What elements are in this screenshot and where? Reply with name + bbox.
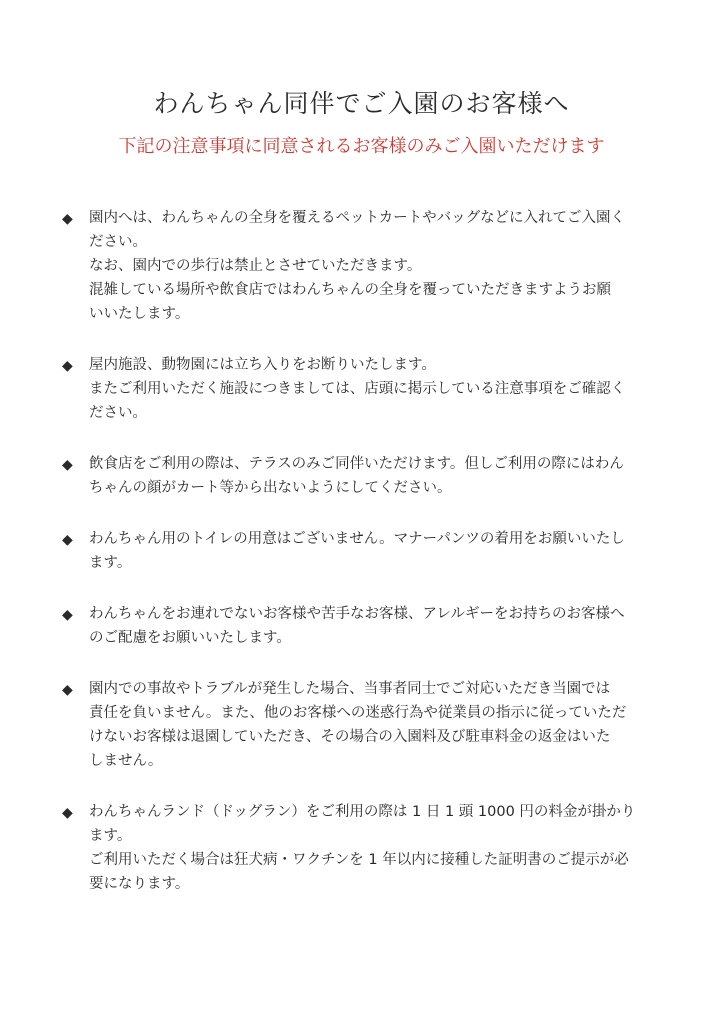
- note-line: 要になります。: [89, 876, 190, 892]
- note-line: 責任を負いません。また、他のお客様への迷惑行為や従業員の指示に従っていただ: [89, 705, 627, 721]
- notes-list: [62, 206, 672, 923]
- diamond-bullet-icon: ◆: [62, 358, 73, 374]
- note-line: ます。: [89, 555, 132, 571]
- diamond-bullet-icon: ◆: [62, 457, 73, 473]
- note-line: わんちゃん用のトイレの用意はございません。マナーパンツの着用をお願いいたし: [89, 531, 625, 547]
- note-line: しません。: [89, 753, 163, 769]
- note-line: 園内へは、わんちゃんの全身を覆えるペットカートやバッグなどに入れてご入園く: [89, 210, 626, 226]
- diamond-bullet-icon: ◆: [62, 532, 73, 548]
- note-item: [62, 206, 672, 326]
- note-line: ださい。: [89, 405, 147, 421]
- note-line: 屋内施設、動物園には立ち入りをお断りいたします。: [89, 357, 436, 373]
- diamond-bullet-icon: ◆: [62, 805, 73, 821]
- note-line: ださい。: [89, 234, 147, 250]
- note-item: [62, 353, 672, 425]
- note-item: [62, 527, 672, 575]
- diamond-bullet-icon: ◆: [62, 211, 73, 227]
- page-title: わんちゃん同伴でご入園のお客様へ: [153, 89, 570, 118]
- note-line: ます。: [89, 828, 132, 844]
- note-item: [62, 677, 672, 773]
- note-item: [62, 602, 672, 650]
- note-line: わんちゃんランド（ドッグラン）をご利用の際は 1 日 1 頭 1000 円の料金が掛かり: [89, 804, 636, 820]
- note-line: なお、園内での歩行は禁止とさせていただきます。: [89, 258, 422, 274]
- note-line: 園内での事故やトラブルが発生した場合、当事者同士でご対応いただき当園では: [89, 681, 611, 697]
- note-line: ご利用いただく場合は狂犬病・ワクチンを 1 年以内に接種した証明書のご提示が必: [89, 852, 629, 868]
- note-line: 飲食店をご利用の際は、テラスのみご同伴いただけます。但しご利用の際にはわん: [89, 456, 624, 472]
- note-line: わんちゃんをお連れでないお客様や苦手なお客様、アレルギーをお持ちのお客様へ: [89, 606, 625, 622]
- note-item: [62, 800, 672, 896]
- note-line: 混雑している場所や飲食店ではわんちゃんの全身を覆っていただきますようお願: [89, 282, 611, 298]
- note-item: [62, 452, 672, 500]
- note-line: のご配慮をお願いいたします。: [89, 630, 291, 646]
- diamond-bullet-icon: ◆: [62, 682, 73, 698]
- note-line: いいたします。: [89, 306, 190, 322]
- note-line: ちゃんの顔がカート等から出ないようにしてください。: [89, 480, 452, 496]
- note-line: またご利用いただく施設につきましては、店頭に掲示している注意事項をご確認く: [89, 381, 626, 397]
- page-subtitle: 下記の注意事項に同意されるお客様のみご入園いただけます: [118, 136, 605, 157]
- diamond-bullet-icon: ◆: [62, 607, 73, 623]
- note-line: けないお客様は退園していただき、その場合の入園料及び駐車料金の返金はいた: [89, 729, 611, 745]
